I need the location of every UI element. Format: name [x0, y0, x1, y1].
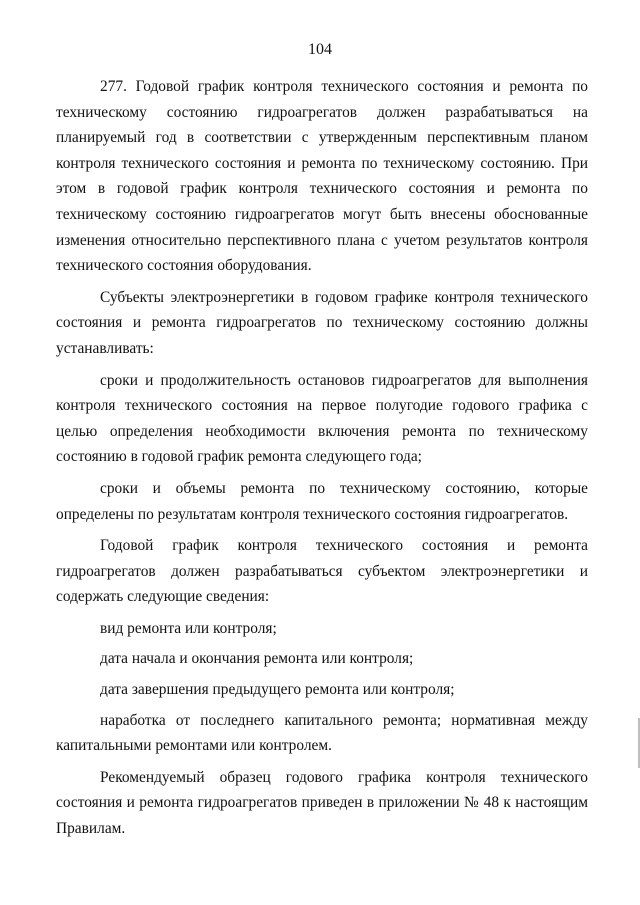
paragraph-277: 277. Годовой график контроля технического состояния и ремонта по техническому состоянию гидроагрегатов должен разрабатываться на планируемый год в соответствии с утвержденным перспективным планом контроля технического состояния и ремонта по техническому состоянию. При этом в годовой график контроля технического состояния и ремонта по техническому состоянию гидроагрегатов могут быть внесены обоснованные изменения относительно перспективного плана с учетом результатов контроля технического состояния оборудования. — [56, 78, 588, 275]
paragraph-shutdown-terms: сроки и продолжительность остановов гидроагрегатов для выполнения контроля технического состояния на первое полугодие годового графика с целью определения необходимости включения ремонта по техническому состоянию в годовой график ремонта следующего года; — [56, 371, 588, 466]
list-item-previous-repair-date: дата завершения предыдущего ремонта или контроля; — [100, 681, 455, 699]
paragraph-subjects-establish: Субъекты электроэнергетики в годовом графике контроля технического состояния и ремонта гидроагрегатов по техническому состоянию должны устанавливать: — [56, 288, 588, 357]
list-item-operating-time: наработка от последнего капитального ремонта; нормативная между капитальными ремонтами или контролем. — [56, 711, 588, 755]
page-number: 104 — [308, 41, 332, 58]
paragraph-schedule-contents: Годовой график контроля технического состояния и ремонта гидроагрегатов должен разрабатываться субъектом электроэнергетики и содержать следующие сведения: — [56, 537, 588, 606]
paragraph-recommended-sample: Рекомендуемый образец годового графика контроля технического состояния и ремонта гидроагрегатов приведен в приложении № 48 к настоящим Правилам. — [56, 768, 588, 838]
document-body — [56, 74, 588, 848]
list-item-start-end-date: дата начала и окончания ремонта или контроля; — [100, 650, 414, 668]
paragraph-repair-terms: сроки и объемы ремонта по техническому состоянию, которые определены по результатам контроля технического состояния гидроагрегатов. — [56, 479, 588, 523]
list-item-repair-type: вид ремонта или контроля; — [100, 619, 277, 637]
